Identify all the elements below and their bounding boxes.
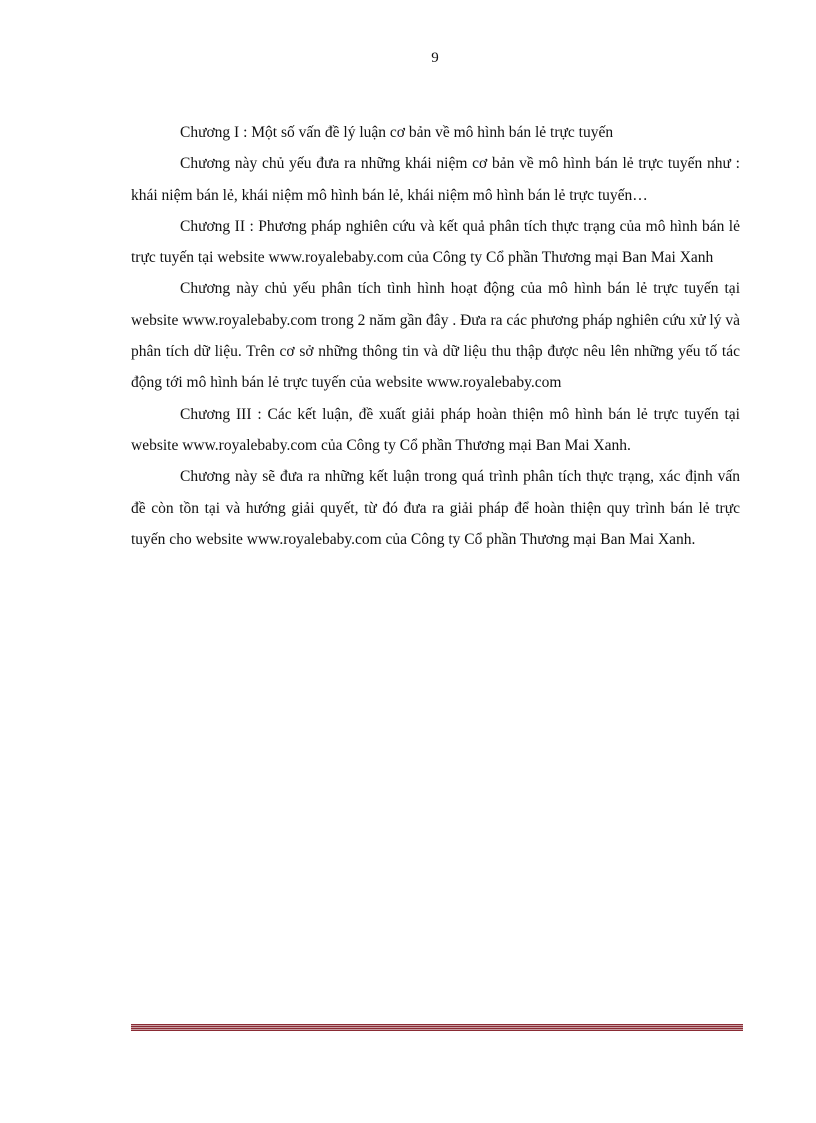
page-number: 9	[431, 50, 439, 66]
document-body	[131, 117, 740, 555]
paragraph-chapter-3-summary: Chương này sẽ đưa ra những kết luận trong quá trình phân tích thực trạng, xác định vấn đề còn tồn tại và hướng giải quyết, từ đó đưa ra giải pháp để hoàn thiện quy trình bán lẻ trực tuyến cho website www.royalebaby.com của Công ty Cổ phần Thương mại Ban Mai Xanh.	[131, 468, 740, 548]
paragraph-chapter-1-title: Chương I : Một số vấn đề lý luận cơ bản về mô hình bán lẻ trực tuyến	[180, 124, 614, 141]
footer-divider	[131, 1024, 743, 1031]
paragraph-chapter-2-title: Chương II : Phương pháp nghiên cứu và kết quả phân tích thực trạng của mô hình bán lẻ trực tuyến tại website www.royalebaby.com của Công ty Cổ phần Thương mại Ban Mai Xanh	[131, 217, 740, 267]
paragraph-chapter-2-summary: Chương này chủ yếu phân tích tình hình hoạt động của mô hình bán lẻ trực tuyến tại website www.royalebaby.com trong 2 năm gần đây . Đưa ra các phương pháp nghiên cứu xử lý và phân tích dữ liệu. Trên cơ sở những thông tin và dữ liệu thu thập được nêu lên những yếu tố tác động tới mô hình bán lẻ trực tuyến của website www.royalebaby.com	[131, 280, 740, 392]
paragraph-chapter-1-summary: Chương này chủ yếu đưa ra những khái niệm cơ bản về mô hình bán lẻ trực tuyến như : khái niệm bán lẻ, khái niệm mô hình bán lẻ, khái niệm mô hình bán lẻ trực tuyến…	[131, 155, 740, 204]
paragraph-chapter-3-title: Chương III : Các kết luận, đề xuất giải pháp hoàn thiện mô hình bán lẻ trực tuyến tại website www.royalebaby.com của Công ty Cổ phần Thương mại Ban Mai Xanh.	[131, 405, 740, 454]
